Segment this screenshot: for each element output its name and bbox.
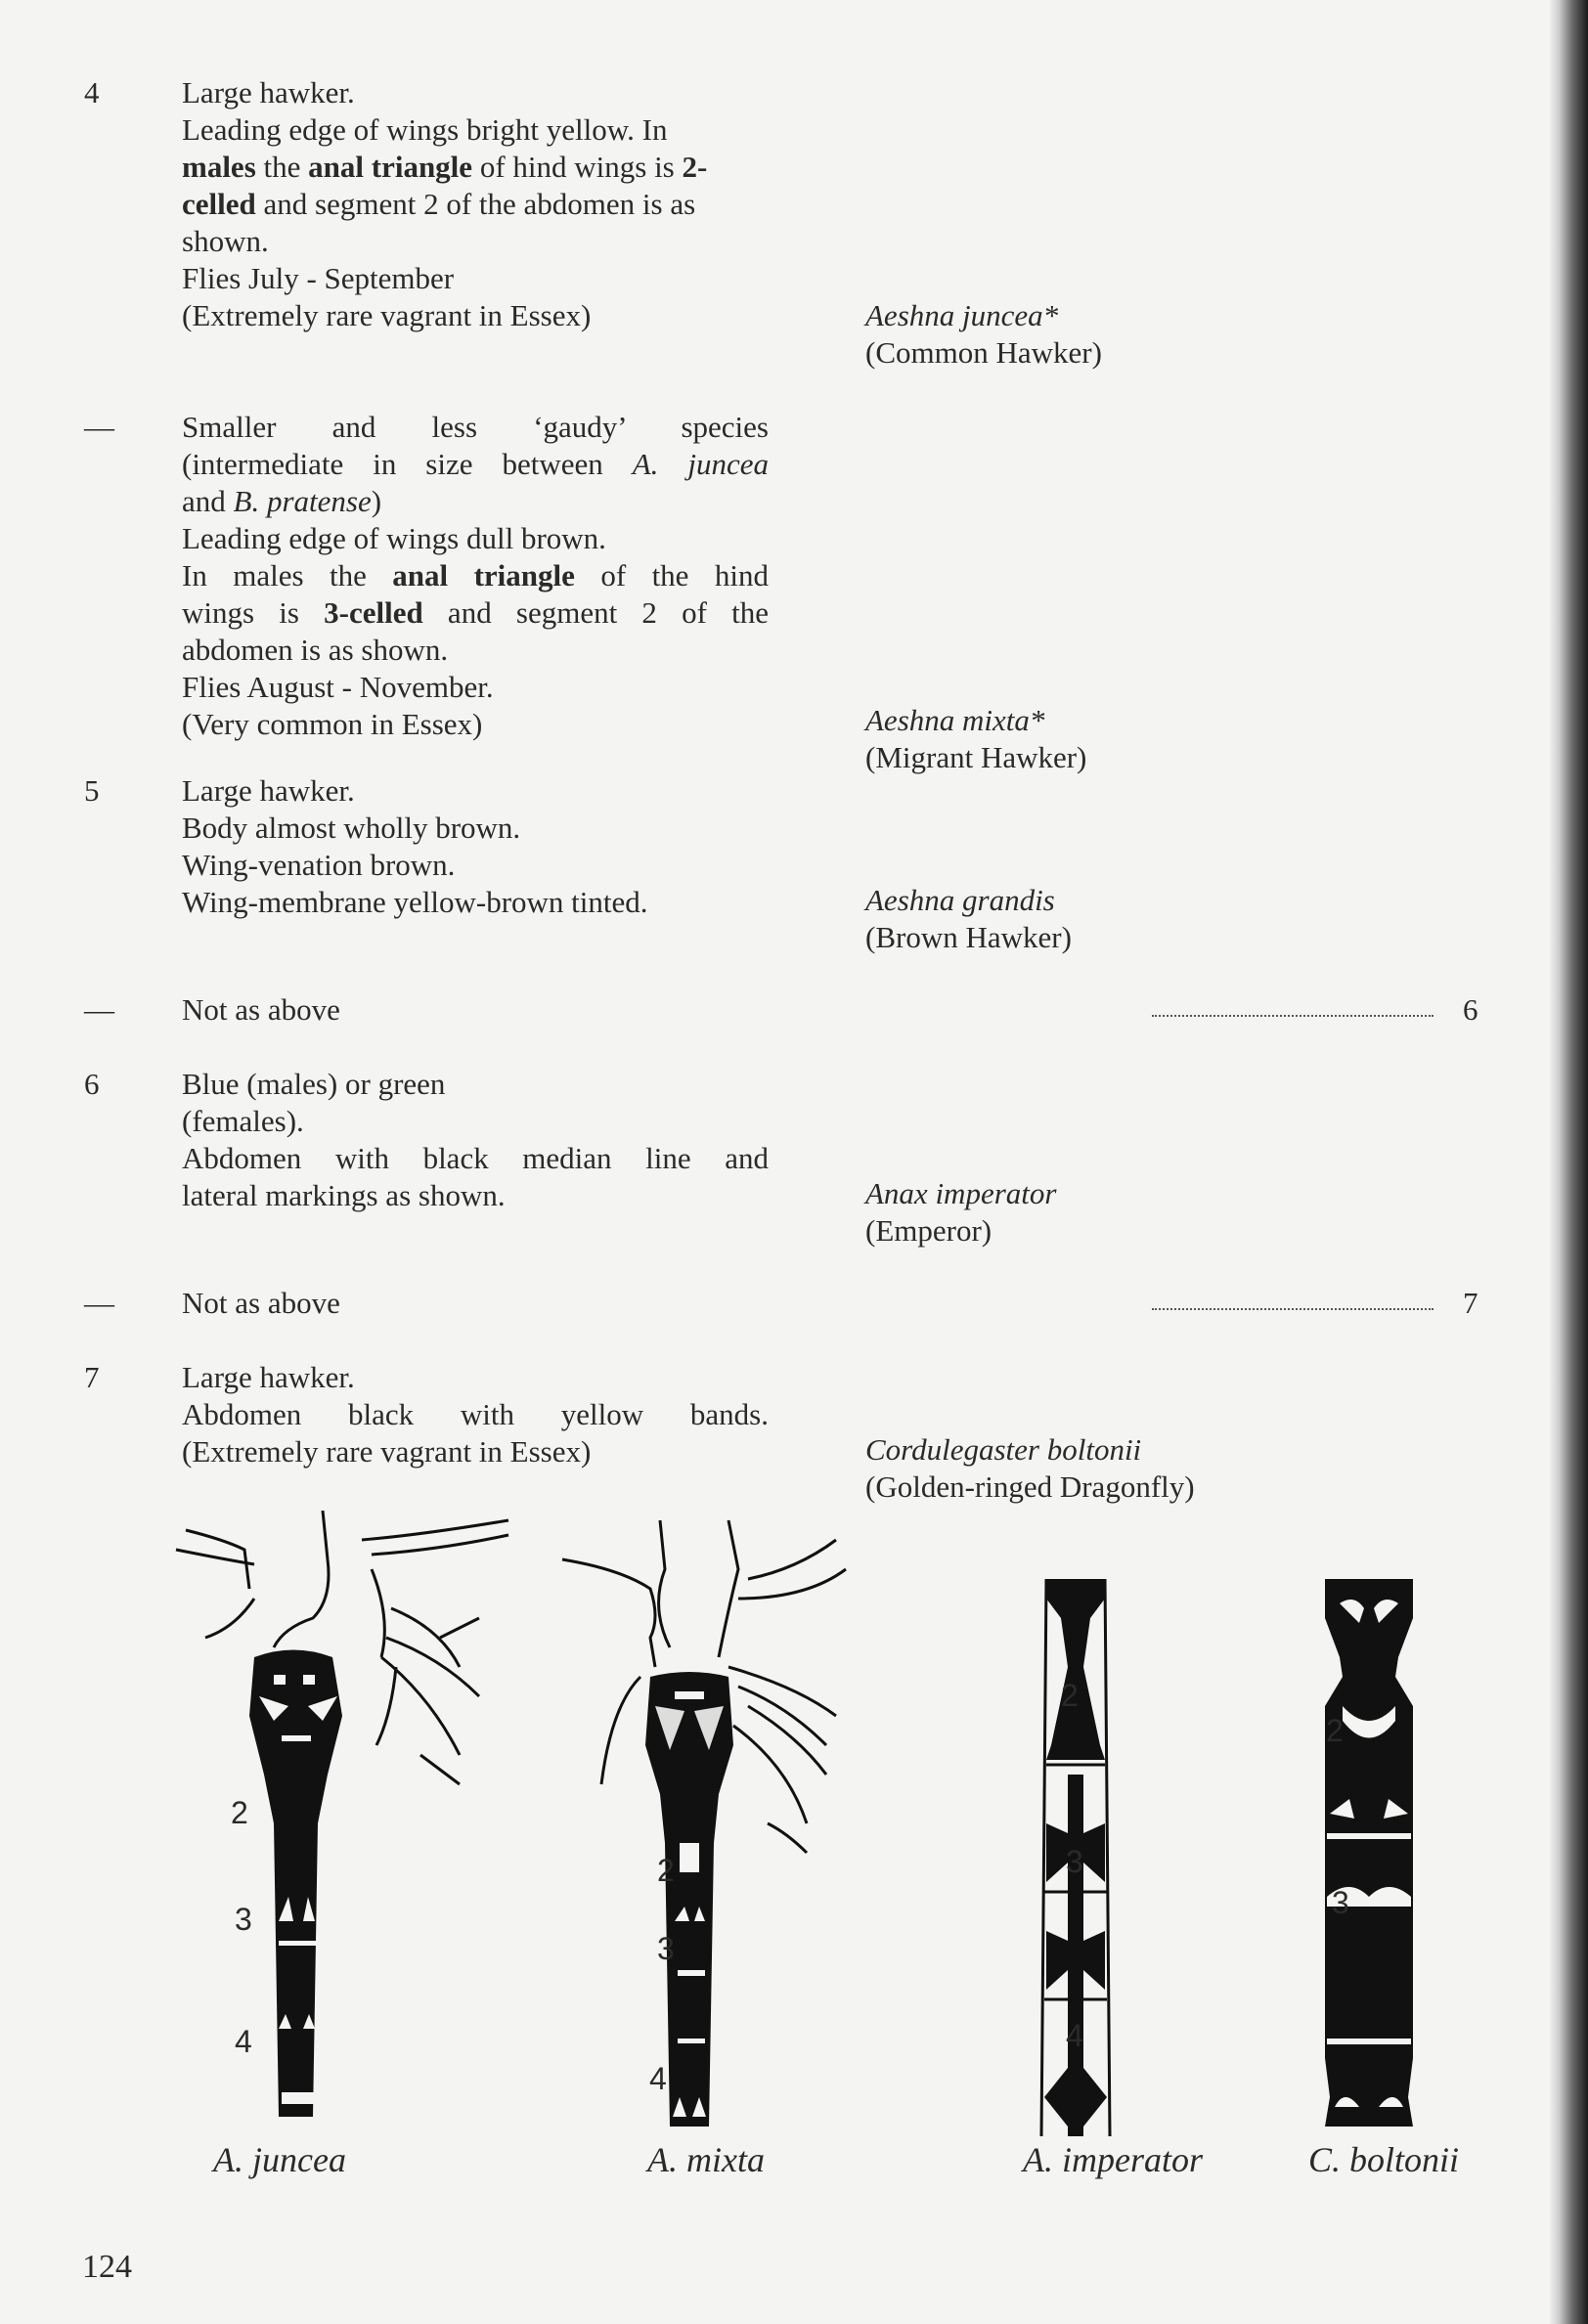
desc-line: Leading edge of wings bright yellow. In (182, 112, 668, 147)
desc-line: and B. pratense) (182, 484, 382, 518)
book-spine-shadow (1549, 0, 1588, 2324)
desc-line: celled and segment 2 of the abdomen is as (182, 187, 696, 221)
species-name: Aeshna juncea* (865, 298, 1059, 332)
desc-line: lateral markings as shown. (182, 1178, 506, 1212)
segment-label: 2 (657, 1853, 675, 1888)
desc-line: males the anal triangle of hind wings is 2- (182, 150, 708, 184)
desc-line: (intermediate in size between A. juncea (182, 447, 769, 481)
couplet-result (865, 702, 1086, 776)
couplet-number: 7 (84, 1360, 100, 1394)
common-name: (Brown Hawker) (865, 920, 1072, 954)
dotted-leader (1152, 991, 1434, 1017)
species-name: Cordulegaster boltonii (865, 1432, 1142, 1467)
desc-line: Wing-venation brown. (182, 848, 456, 882)
couplet-number: 6 (84, 1067, 100, 1101)
couplet-description (182, 409, 769, 743)
desc-line: In males the anal triangle of the hind (182, 558, 769, 592)
desc-line: Smaller and less ‘gaudy’ species (182, 410, 769, 444)
couplet-description (182, 1285, 769, 1322)
segment-label: 4 (235, 2024, 252, 2059)
desc-line: Blue (males) or green (182, 1067, 446, 1101)
segment-label: 4 (1066, 2018, 1083, 2053)
mixta-abdomen-drawing (543, 1511, 895, 2156)
couplet-description (182, 1359, 769, 1470)
desc-line: Wing-membrane yellow-brown tinted. (182, 885, 648, 919)
segment-label: 3 (657, 1931, 675, 1966)
desc-line: Abdomen black with yellow bands. (182, 1397, 769, 1431)
figure-caption: A. imperator (1023, 2140, 1203, 2179)
species-name: Aeshna grandis (865, 883, 1055, 917)
goto-couplet: 7 (1463, 1286, 1478, 1320)
page-number: 124 (82, 2249, 132, 2285)
desc-line: wings is 3-celled and segment 2 of the (182, 595, 770, 630)
figure-caption: A. mixta (647, 2140, 765, 2179)
couplet-description (182, 74, 769, 334)
couplet-result (865, 882, 1072, 956)
couplet-description (182, 772, 769, 921)
desc-line: (females). (182, 1104, 304, 1138)
couplet-number: — (84, 1286, 114, 1320)
couplet-number: — (84, 410, 114, 444)
dotted-leader (1152, 1285, 1434, 1310)
desc-line: Flies July - September (182, 261, 455, 295)
desc-line: Leading edge of wings dull brown. (182, 521, 606, 555)
boltonii-abdomen-drawing (1305, 1511, 1442, 2136)
desc-line: Large hawker. (182, 75, 355, 110)
common-name: (Emperor) (865, 1213, 992, 1248)
segment-label: 2 (1326, 1713, 1344, 1748)
couplet-number: 5 (84, 773, 100, 808)
couplet-number: — (84, 992, 114, 1027)
couplet-description (182, 1066, 769, 1214)
segment-label: 3 (1332, 1885, 1349, 1920)
segment-label: 3 (235, 1902, 252, 1937)
couplet-result (865, 297, 1102, 372)
desc-line: Not as above (182, 992, 340, 1027)
segment-label: 4 (649, 2061, 667, 2096)
goto-couplet: 6 (1463, 992, 1478, 1027)
figure-caption: C. boltonii (1308, 2140, 1460, 2179)
desc-line: abdomen is as shown. (182, 633, 449, 667)
desc-line: Body almost wholly brown. (182, 811, 521, 845)
common-name: (Migrant Hawker) (865, 740, 1087, 774)
desc-line: Abdomen with black median line and (182, 1141, 769, 1175)
couplet-result (865, 1175, 1056, 1250)
desc-line: shown. (182, 224, 269, 258)
couplet-number: 4 (84, 75, 100, 110)
desc-line: Not as above (182, 1286, 340, 1320)
species-name: Aeshna mixta* (865, 703, 1045, 737)
abdomen-illustrations (147, 1511, 1496, 2195)
desc-line: Flies August - November. (182, 670, 494, 704)
segment-label: 2 (1061, 1678, 1079, 1713)
species-name: Anax imperator (865, 1176, 1057, 1210)
segment-label: 3 (1066, 1844, 1083, 1879)
common-name: (Common Hawker) (865, 335, 1102, 370)
desc-line: (Extremely rare vagrant in Essex) (182, 1434, 592, 1469)
couplet-description (182, 991, 769, 1029)
desc-line: (Extremely rare vagrant in Essex) (182, 298, 592, 332)
juncea-abdomen-drawing (166, 1511, 518, 2136)
desc-line: Large hawker. (182, 773, 355, 808)
segment-label: 2 (231, 1795, 248, 1830)
couplet-result (865, 1431, 1195, 1506)
figure-caption: A. juncea (213, 2140, 346, 2179)
desc-line: Large hawker. (182, 1360, 355, 1394)
common-name: (Golden-ringed Dragonfly) (865, 1469, 1195, 1504)
desc-line: (Very common in Essex) (182, 707, 483, 741)
